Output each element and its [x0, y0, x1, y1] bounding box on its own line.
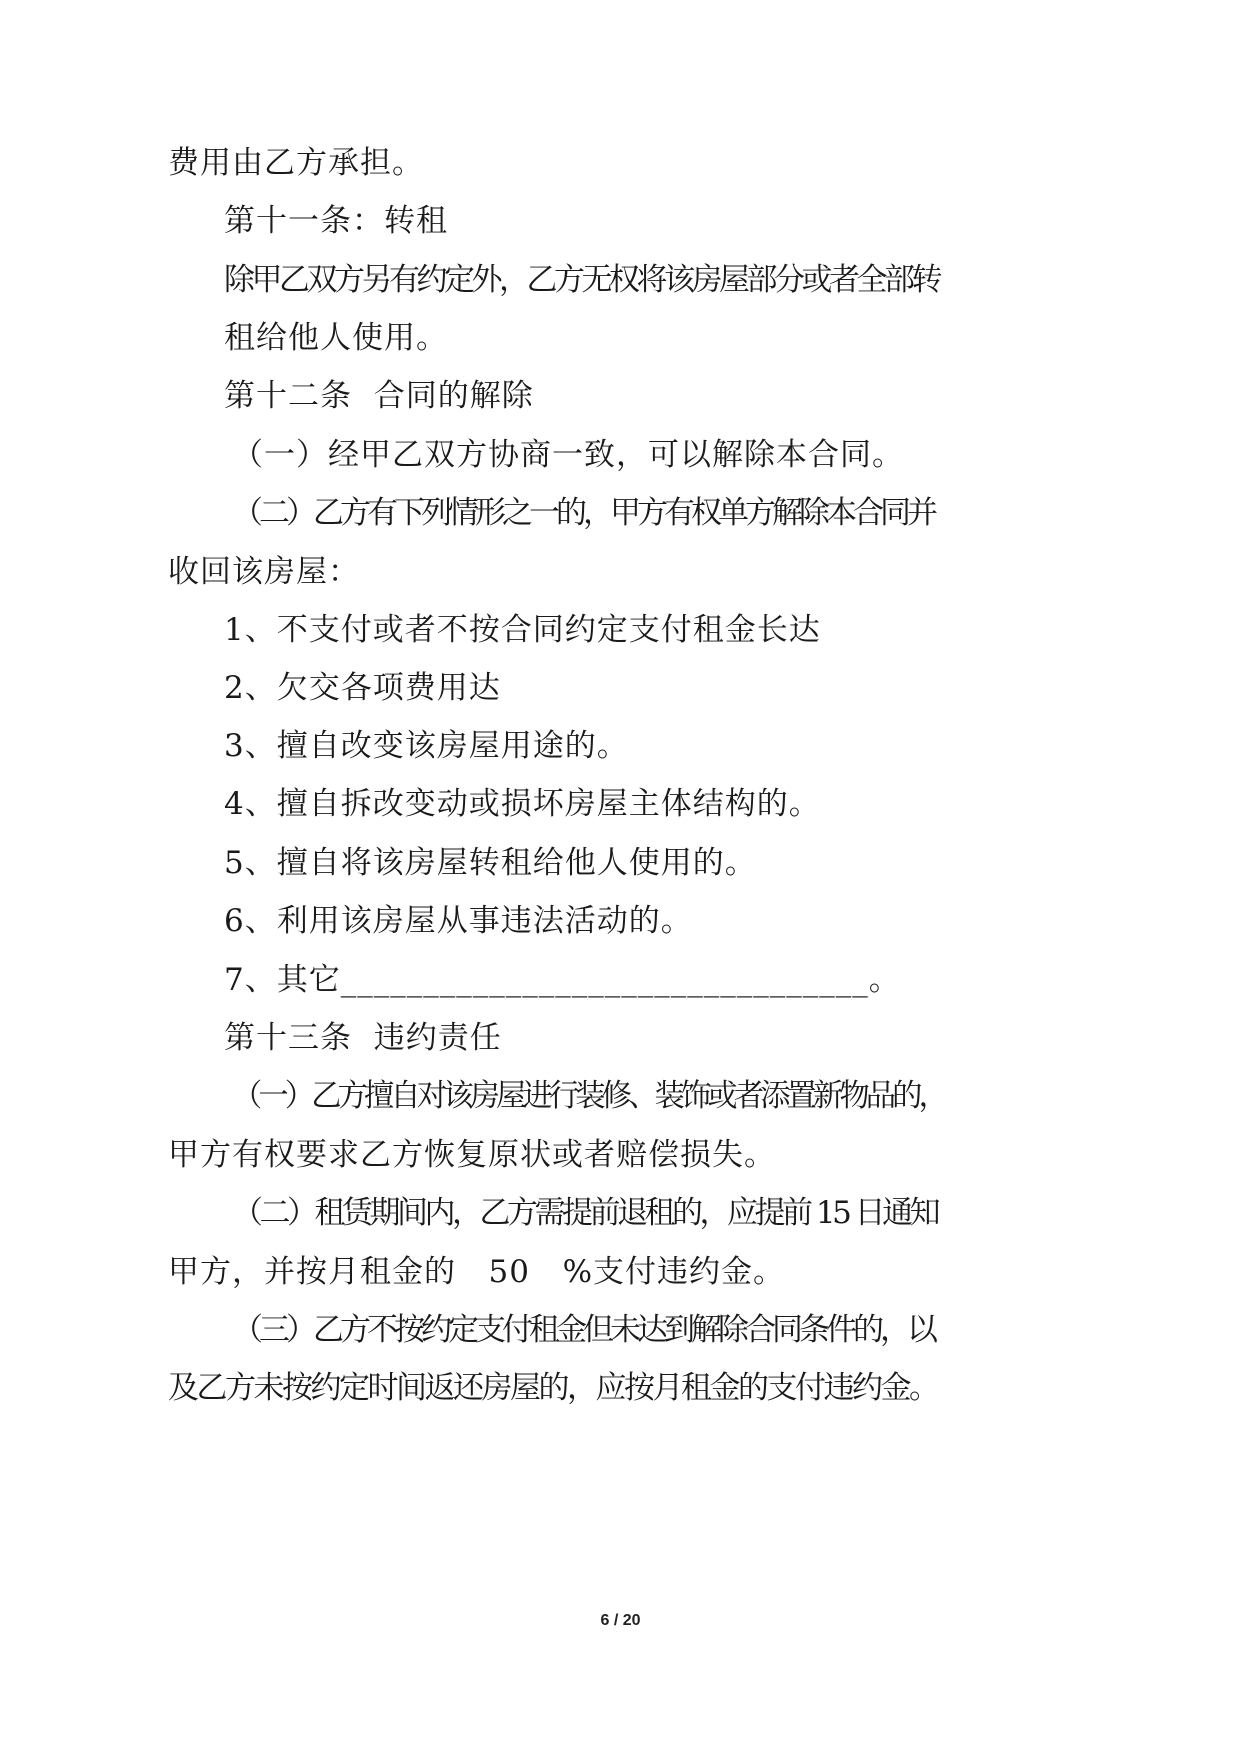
list-item: 4、擅自拆改变动或损坏房屋主体结构的。 — [224, 786, 821, 822]
page-number: 6 / 20 — [600, 1612, 641, 1629]
list-item: 3、擅自改变该房屋用途的。 — [224, 728, 629, 764]
list-item: 2、欠交各项费用达 — [224, 670, 501, 706]
text-line: 除甲乙双方另有约定外，乙方无权将该房屋部分或者全部转 — [224, 262, 939, 298]
list-item: 5、擅自将该房屋转租给他人使用的。 — [224, 845, 757, 881]
article-13-heading: 第十三条 违约责任 — [224, 1020, 502, 1056]
list-item: 6、利用该房屋从事违法活动的。 — [224, 903, 693, 939]
text-line: 甲方，并按月租金的 50 %支付违约金。 — [168, 1254, 786, 1290]
article-12-heading: 第十二条 合同的解除 — [224, 378, 534, 414]
list-item: 7、其它________________________________。 — [224, 962, 901, 998]
list-item: 1、不支付或者不按合同约定支付租金长达 — [224, 612, 821, 648]
text-line: （一）乙方擅自对该房屋进行装修、装饰或者添置新物品的， — [232, 1078, 945, 1114]
text-line: 甲方有权要求乙方恢复原状或者赔偿损失。 — [168, 1137, 776, 1173]
text-line: （二）乙方有下列情形之一的，甲方有权单方解除本合同并 — [232, 495, 934, 531]
text-line: （一）经甲乙双方协商一致，可以解除本合同。 — [232, 437, 904, 473]
text-line: 租给他人使用。 — [224, 320, 448, 356]
text-line: （三）乙方不按约定支付租金但未达到解除合同条件的，以 — [232, 1312, 934, 1348]
text-line: 及乙方未按约定时间返还房屋的，应按月租金的支付违约金。 — [168, 1370, 938, 1406]
text-line: 费用由乙方承担。 — [168, 145, 424, 181]
text-line: （二）租赁期间内，乙方需提前退租的，应提前 15 日通知 — [232, 1195, 938, 1231]
article-11-heading: 第十一条：转租 — [224, 203, 448, 239]
text-line: 收回该房屋： — [168, 554, 360, 590]
